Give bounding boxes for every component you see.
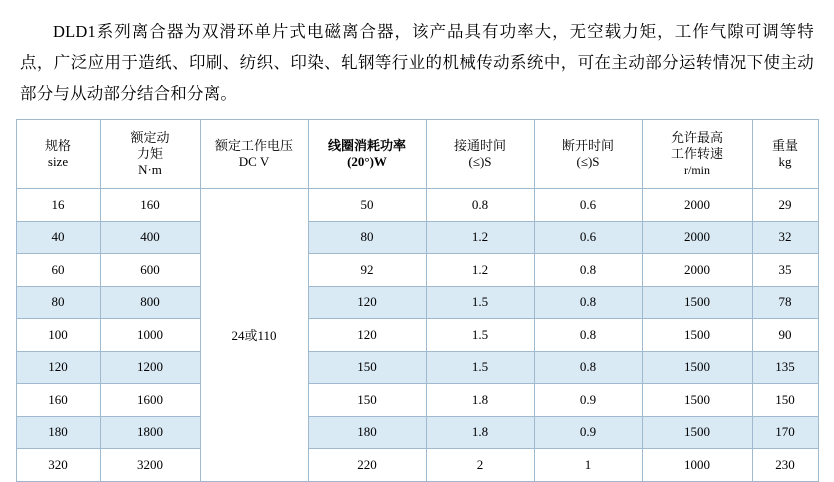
header-size-line2: size	[47, 154, 69, 169]
cell-coil-power: 80	[308, 221, 426, 254]
cell-coil-power: 50	[308, 189, 426, 222]
cell-torque: 1000	[100, 319, 200, 352]
cell-on-time: 1.5	[426, 286, 534, 319]
cell-max-speed: 1500	[642, 286, 752, 319]
cell-off-time: 0.6	[534, 189, 642, 222]
header-cell-voltage	[200, 120, 308, 189]
cell-size: 120	[16, 351, 100, 384]
header-weight-line1: 重量	[771, 138, 798, 153]
cell-max-speed: 2000	[642, 221, 752, 254]
cell-off-time: 0.9	[534, 384, 642, 417]
table-header-row	[16, 120, 818, 189]
cell-off-time: 0.8	[534, 319, 642, 352]
cell-coil-power: 150	[308, 351, 426, 384]
cell-off-time: 0.8	[534, 254, 642, 287]
table-row	[16, 189, 818, 222]
cell-size: 180	[16, 416, 100, 449]
cell-weight: 35	[752, 254, 818, 287]
cell-max-speed: 2000	[642, 254, 752, 287]
header-torque-line3: N·m	[138, 162, 162, 177]
table-row	[16, 286, 818, 319]
cell-on-time: 1.5	[426, 319, 534, 352]
header-max-speed-line1: 允许最高	[670, 130, 723, 145]
table-body	[16, 189, 818, 482]
header-coil-power-line2: (20°)W	[347, 154, 387, 169]
table-row	[16, 221, 818, 254]
cell-coil-power: 92	[308, 254, 426, 287]
header-off-time-line1: 断开时间	[561, 138, 614, 153]
cell-coil-power: 120	[308, 319, 426, 352]
cell-max-speed: 1500	[642, 416, 752, 449]
header-cell-size	[16, 120, 100, 189]
cell-off-time: 0.6	[534, 221, 642, 254]
header-cell-coil-power	[308, 120, 426, 189]
header-cell-on-time	[426, 120, 534, 189]
cell-on-time: 1.5	[426, 351, 534, 384]
cell-on-time: 1.2	[426, 254, 534, 287]
cell-weight: 150	[752, 384, 818, 417]
header-on-time-line1: 接通时间	[453, 138, 506, 153]
cell-torque: 400	[100, 221, 200, 254]
cell-coil-power: 220	[308, 449, 426, 482]
cell-size: 16	[16, 189, 100, 222]
cell-torque: 1200	[100, 351, 200, 384]
cell-coil-power: 120	[308, 286, 426, 319]
intro-paragraph: DLD1系列离合器为双滑环单片式电磁离合器，该产品具有功率大，无空载力矩，工作气隙可调等特点，广泛应用于造纸、印刷、纺织、印染、轧钢等行业的机械传动系统中，可在主动部分运转情况下使主动部分与从动部分结合和分离。	[20, 22, 814, 103]
header-weight-line2: kg	[778, 154, 792, 169]
header-cell-off-time	[534, 120, 642, 189]
cell-max-speed: 1500	[642, 384, 752, 417]
header-cell-max-speed	[642, 120, 752, 189]
cell-rated-voltage: 24或110	[200, 189, 308, 482]
cell-weight: 78	[752, 286, 818, 319]
header-max-speed-line2: 工作转速	[670, 146, 723, 161]
table-row	[16, 449, 818, 482]
header-on-time-line2: (≤)S	[468, 154, 492, 169]
cell-size: 60	[16, 254, 100, 287]
cell-on-time: 0.8	[426, 189, 534, 222]
cell-size: 160	[16, 384, 100, 417]
cell-off-time: 0.9	[534, 416, 642, 449]
cell-size: 80	[16, 286, 100, 319]
header-max-speed-line3: r/min	[684, 163, 710, 177]
header-torque-line1: 额定动	[130, 130, 170, 145]
header-torque-line2: 力矩	[136, 146, 163, 161]
cell-max-speed: 1500	[642, 351, 752, 384]
cell-size: 40	[16, 221, 100, 254]
cell-size: 100	[16, 319, 100, 352]
cell-on-time: 1.8	[426, 384, 534, 417]
specification-table	[16, 119, 819, 482]
cell-max-speed: 2000	[642, 189, 752, 222]
table-row	[16, 416, 818, 449]
header-cell-weight	[752, 120, 818, 189]
cell-weight: 29	[752, 189, 818, 222]
header-cell-torque	[100, 120, 200, 189]
cell-max-speed: 1500	[642, 319, 752, 352]
cell-torque: 600	[100, 254, 200, 287]
header-off-time-line2: (≤)S	[576, 154, 600, 169]
cell-coil-power: 180	[308, 416, 426, 449]
cell-max-speed: 1000	[642, 449, 752, 482]
cell-torque: 3200	[100, 449, 200, 482]
table-row	[16, 319, 818, 352]
table-row	[16, 384, 818, 417]
cell-weight: 170	[752, 416, 818, 449]
cell-weight: 230	[752, 449, 818, 482]
cell-weight: 135	[752, 351, 818, 384]
header-size-line1: 规格	[44, 138, 71, 153]
cell-coil-power: 150	[308, 384, 426, 417]
header-coil-power-line1: 线圈消耗功率	[327, 138, 406, 153]
cell-off-time: 0.8	[534, 286, 642, 319]
cell-weight: 90	[752, 319, 818, 352]
cell-torque: 800	[100, 286, 200, 319]
cell-on-time: 1.2	[426, 221, 534, 254]
table-row	[16, 254, 818, 287]
cell-torque: 1800	[100, 416, 200, 449]
header-voltage-line2: DC V	[238, 154, 270, 169]
cell-size: 320	[16, 449, 100, 482]
cell-off-time: 0.8	[534, 351, 642, 384]
cell-on-time: 1.8	[426, 416, 534, 449]
table-row	[16, 351, 818, 384]
cell-torque: 1600	[100, 384, 200, 417]
header-voltage-line1: 额定工作电压	[214, 138, 293, 153]
cell-torque: 160	[100, 189, 200, 222]
cell-weight: 32	[752, 221, 818, 254]
cell-on-time: 2	[426, 449, 534, 482]
cell-off-time: 1	[534, 449, 642, 482]
